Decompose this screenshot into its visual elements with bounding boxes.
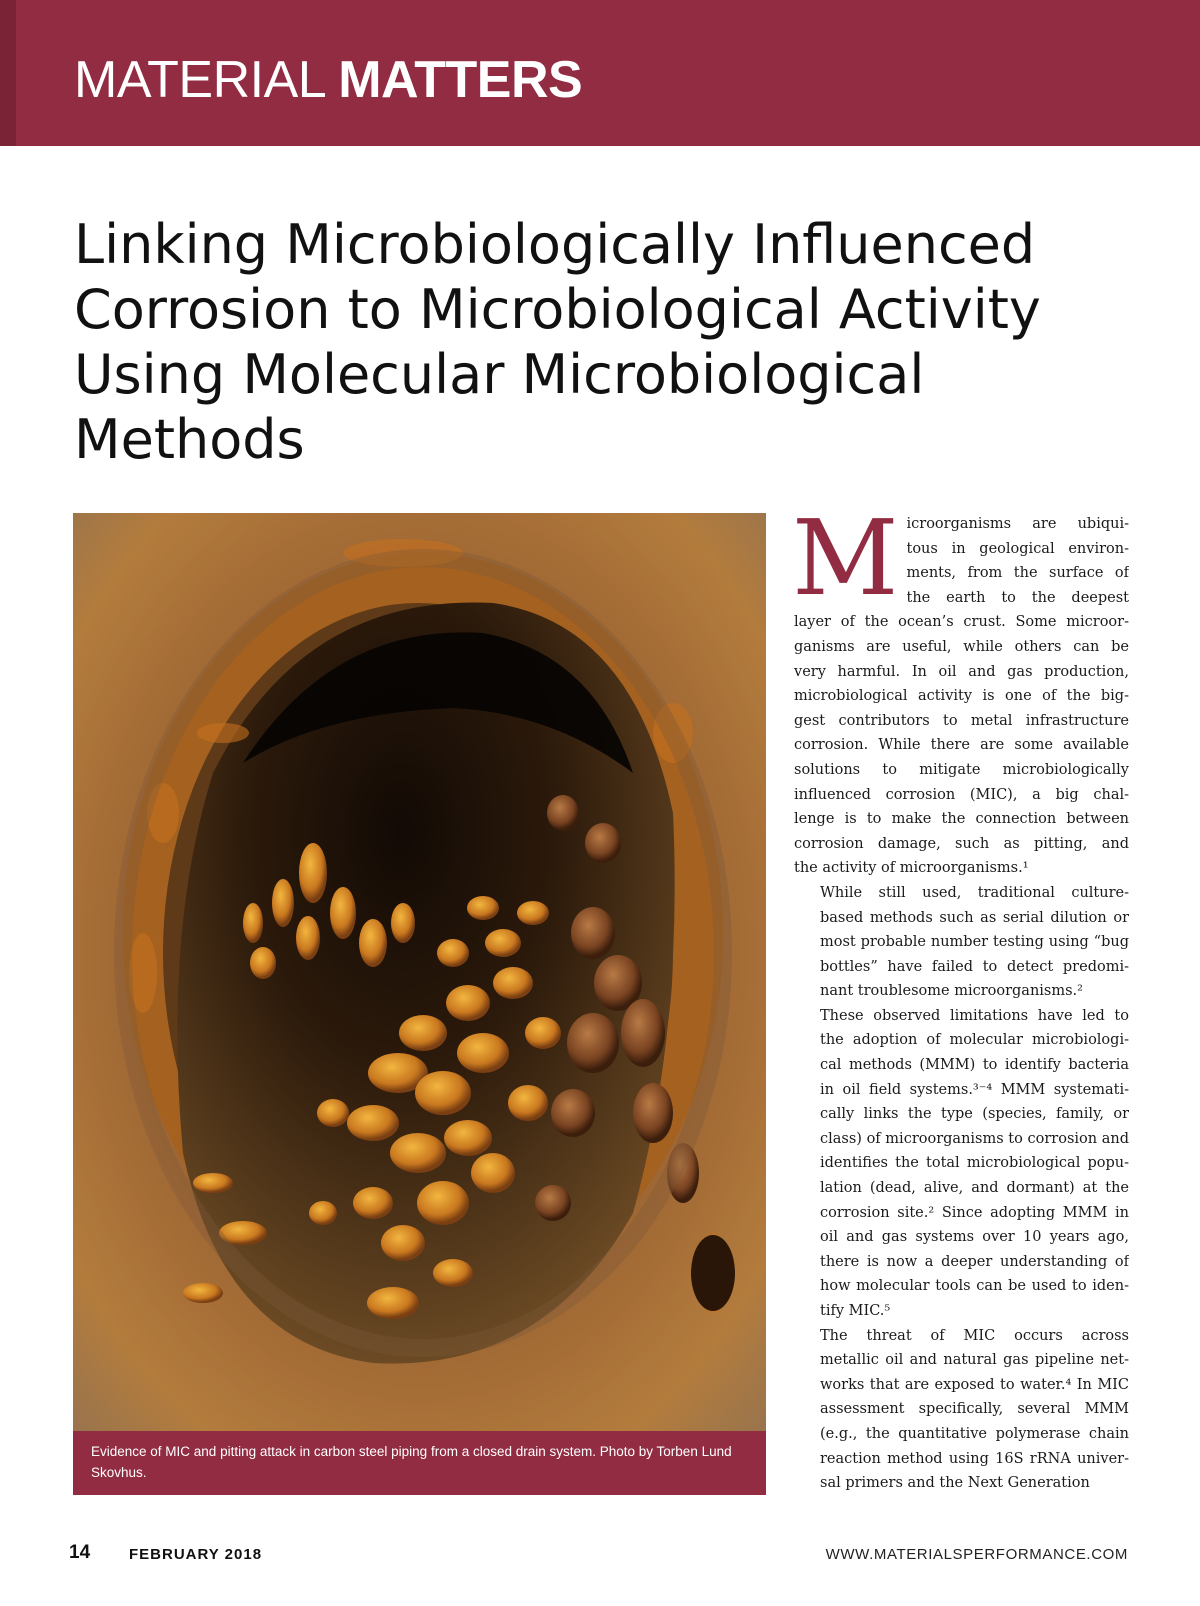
headline-line: Methods: [74, 408, 305, 471]
banner-edge-stripe: [0, 0, 16, 146]
paragraph: [794, 881, 1129, 1324]
headline-line: Corrosion to Microbiological Activity: [74, 278, 1041, 341]
headline-line: Using Molecular Microbiological: [74, 343, 925, 406]
text-line: gest contributors to metal infrastructure: [794, 712, 1129, 729]
text-line: The threat of MIC occurs across: [820, 1327, 1129, 1344]
paragraph: [794, 1324, 1129, 1496]
paragraph: [792, 497, 1129, 881]
text-line: (e.g., the quantitative polymerase chain: [820, 1425, 1129, 1442]
text-line: corrosion damage, such as pitting, and: [794, 835, 1129, 852]
text-line: corrosion. While there are some available: [794, 737, 1129, 754]
text-line: icroorganisms are ubiqui-: [906, 516, 1129, 532]
article-headline: [74, 212, 1154, 472]
text-line: reaction method using 16S rRNA univer-: [820, 1450, 1129, 1467]
photo-caption: Evidence of MIC and pitting attack in carbon steel piping from a closed drain system. Photo by Torben Lund Skovhus.: [73, 1431, 766, 1495]
text-line: layer of the ocean’s crust. Some microor-: [794, 614, 1129, 631]
text-line: metallic oil and natural gas pipeline net-: [820, 1352, 1129, 1369]
text-line: lenge is to make the connection between: [794, 811, 1129, 828]
text-line: oil and gas systems over 10 years ago,: [820, 1229, 1129, 1246]
text-line: tify MIC.⁵: [820, 1303, 891, 1319]
issue-date: FEBRUARY 2018: [129, 1546, 263, 1563]
page-number: 14: [69, 1542, 91, 1563]
text-line: how molecular tools can be used to iden-: [820, 1278, 1129, 1295]
text-line: identifies the total microbiological popu-: [820, 1155, 1129, 1172]
text-line: most probable number testing using “bug: [820, 934, 1129, 951]
text-line: corrosion site.² Since adopting MMM in: [820, 1204, 1129, 1221]
text-line: the earth to the deepest: [906, 589, 1129, 606]
text-line: tous in geological environ-: [906, 540, 1129, 557]
drop-cap: M: [792, 497, 899, 619]
text-line: in oil field systems.³⁻⁴ MMM systemati-: [820, 1081, 1129, 1098]
text-line: cally links the type (species, family, or: [820, 1106, 1129, 1123]
text-line: While still used, traditional culture-: [820, 884, 1129, 901]
text-line: assessment specifically, several MMM: [820, 1401, 1129, 1418]
section-banner: [0, 0, 1200, 146]
text-line: lation (dead, alive, and dormant) at the: [820, 1180, 1129, 1197]
text-line: sal primers and the Next Generation: [820, 1475, 1090, 1492]
text-line: ments, from the surface of: [906, 565, 1129, 582]
text-line: ganisms are useful, while others can be: [794, 638, 1129, 655]
text-line: very harmful. In oil and gas production,: [794, 663, 1129, 680]
text-line: the adoption of molecular microbiologi-: [820, 1032, 1129, 1049]
text-line: cal methods (MMM) to identify bacteria: [820, 1057, 1129, 1074]
text-line: class) of microorganisms to corrosion and: [820, 1130, 1129, 1147]
headline-line: Linking Microbiologically Influenced: [74, 213, 1036, 276]
text-line: there is now a deeper understanding of: [820, 1253, 1129, 1270]
text-line: works that are exposed to water.⁴ In MIC: [820, 1376, 1129, 1393]
section-title-light: MATERIAL: [74, 51, 325, 109]
text-line: solutions to mitigate microbiologically: [794, 761, 1129, 778]
text-line: microbiological activity is one of the big-: [794, 688, 1129, 705]
website-url: WWW.MATERIALSPERFORMANCE.COM: [825, 1546, 1128, 1563]
section-title-bold: MATTERS: [338, 51, 583, 109]
text-line: the activity of microorganisms.¹: [794, 860, 1029, 877]
text-line: based methods such as serial dilution or: [820, 909, 1129, 926]
article-body: [792, 497, 1129, 1496]
text-line: nant troublesome microorganisms.²: [820, 983, 1083, 1000]
text-line: bottles” have failed to detect predomi-: [820, 958, 1129, 975]
corrosion-photo: [73, 513, 766, 1431]
text-line: These observed limitations have led to: [820, 1007, 1129, 1024]
corroded-pipe-illustration: [73, 513, 766, 1431]
section-title: [74, 50, 582, 110]
text-line: influenced corrosion (MIC), a big chal-: [794, 786, 1129, 803]
